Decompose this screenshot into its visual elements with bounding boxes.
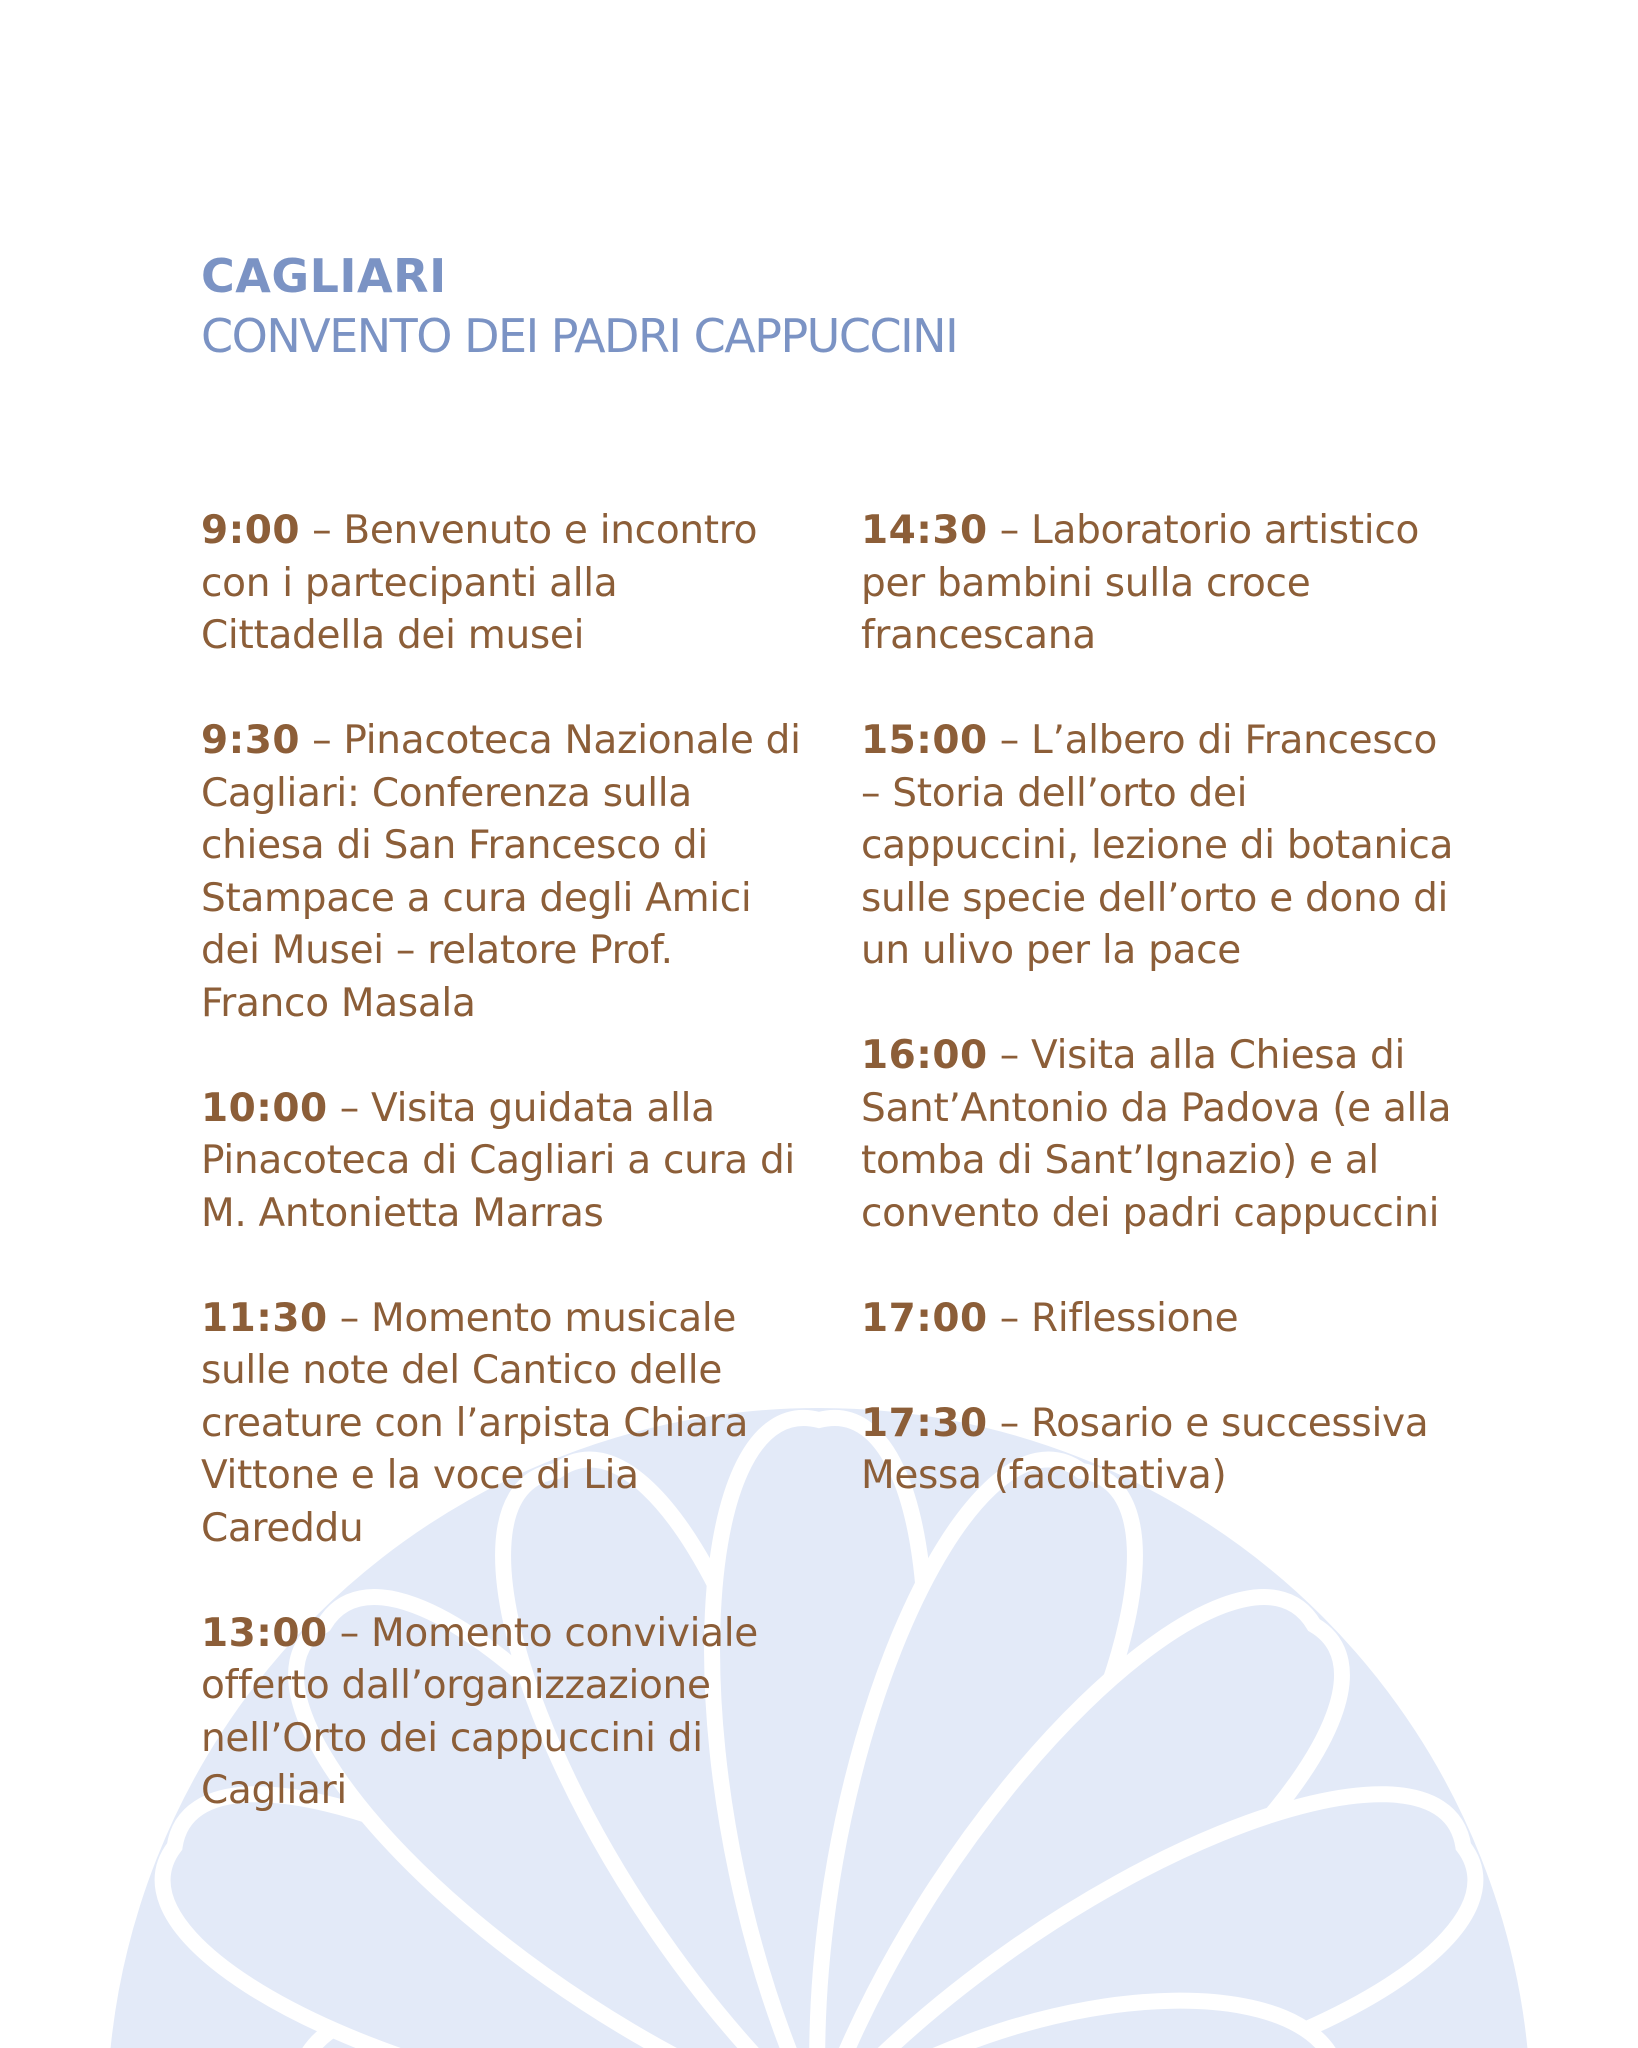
entry-description: – Riflessione — [987, 1295, 1239, 1341]
entry-time: 10:00 — [201, 1085, 328, 1131]
entry-time: 17:30 — [861, 1400, 988, 1446]
city-title: CAGLIARI — [201, 249, 447, 303]
entry-description: – Momento conviviale offerto dall’organizzazione nell’Orto dei cappuccini di Cagliari — [201, 1610, 758, 1813]
schedule-entry — [861, 715, 1461, 978]
entry-description: – Pinacoteca Nazionale di Cagliari: Conferenza sulla chiesa di San Francesco di Stampace a cura degli Amici dei Musei – relatore Prof. Franco Masala — [201, 718, 801, 1026]
schedule-column-left — [201, 505, 801, 1870]
schedule-column-right — [861, 505, 1461, 1555]
entry-time: 11:30 — [201, 1295, 328, 1341]
schedule-entry — [201, 715, 801, 1030]
entry-description: – Laboratorio artistico per bambini sulla croce francescana — [861, 508, 1420, 658]
venue-subtitle: CONVENTO DEI PADRI CAPPUCCINI — [201, 309, 958, 363]
schedule-entry — [861, 1398, 1461, 1503]
schedule-entry — [861, 1030, 1461, 1240]
entry-time: 13:00 — [201, 1610, 328, 1656]
entry-description: – Rosario e successiva Messa (facoltativa) — [861, 1400, 1429, 1498]
entry-description: – Visita alla Chiesa di Sant’Antonio da Padova (e alla tomba di Sant’Ignazio) e al convento dei padri cappuccini — [861, 1033, 1452, 1236]
entry-description: – Benvenuto e incontro con i partecipanti alla Cittadella dei musei — [201, 508, 758, 658]
entry-description: – Momento musicale sulle note del Cantico delle creature con l’arpista Chiara Vittone e la voce di Lia Careddu — [201, 1295, 749, 1551]
entry-time: 14:30 — [861, 508, 988, 553]
page-header — [201, 246, 957, 366]
schedule-entry — [201, 505, 801, 663]
entry-time: 16:00 — [861, 1033, 988, 1078]
schedule-entry — [201, 1293, 801, 1556]
entry-time: 9:00 — [201, 508, 301, 553]
entry-time: 17:00 — [861, 1295, 988, 1341]
schedule-entry — [201, 1083, 801, 1241]
entry-time: 9:30 — [201, 718, 301, 763]
schedule-entry — [861, 1293, 1461, 1346]
entry-time: 15:00 — [861, 718, 988, 763]
schedule-entry — [861, 505, 1461, 663]
schedule-entry — [201, 1608, 801, 1818]
entry-description: – Visita guidata alla Pinacoteca di Cagliari a cura di M. Antonietta Marras — [201, 1085, 795, 1236]
entry-description: – L’albero di Francesco – Storia dell’orto dei cappuccini, lezione di botanica sulle specie dell’orto e dono di un ulivo per la pace — [861, 718, 1454, 973]
